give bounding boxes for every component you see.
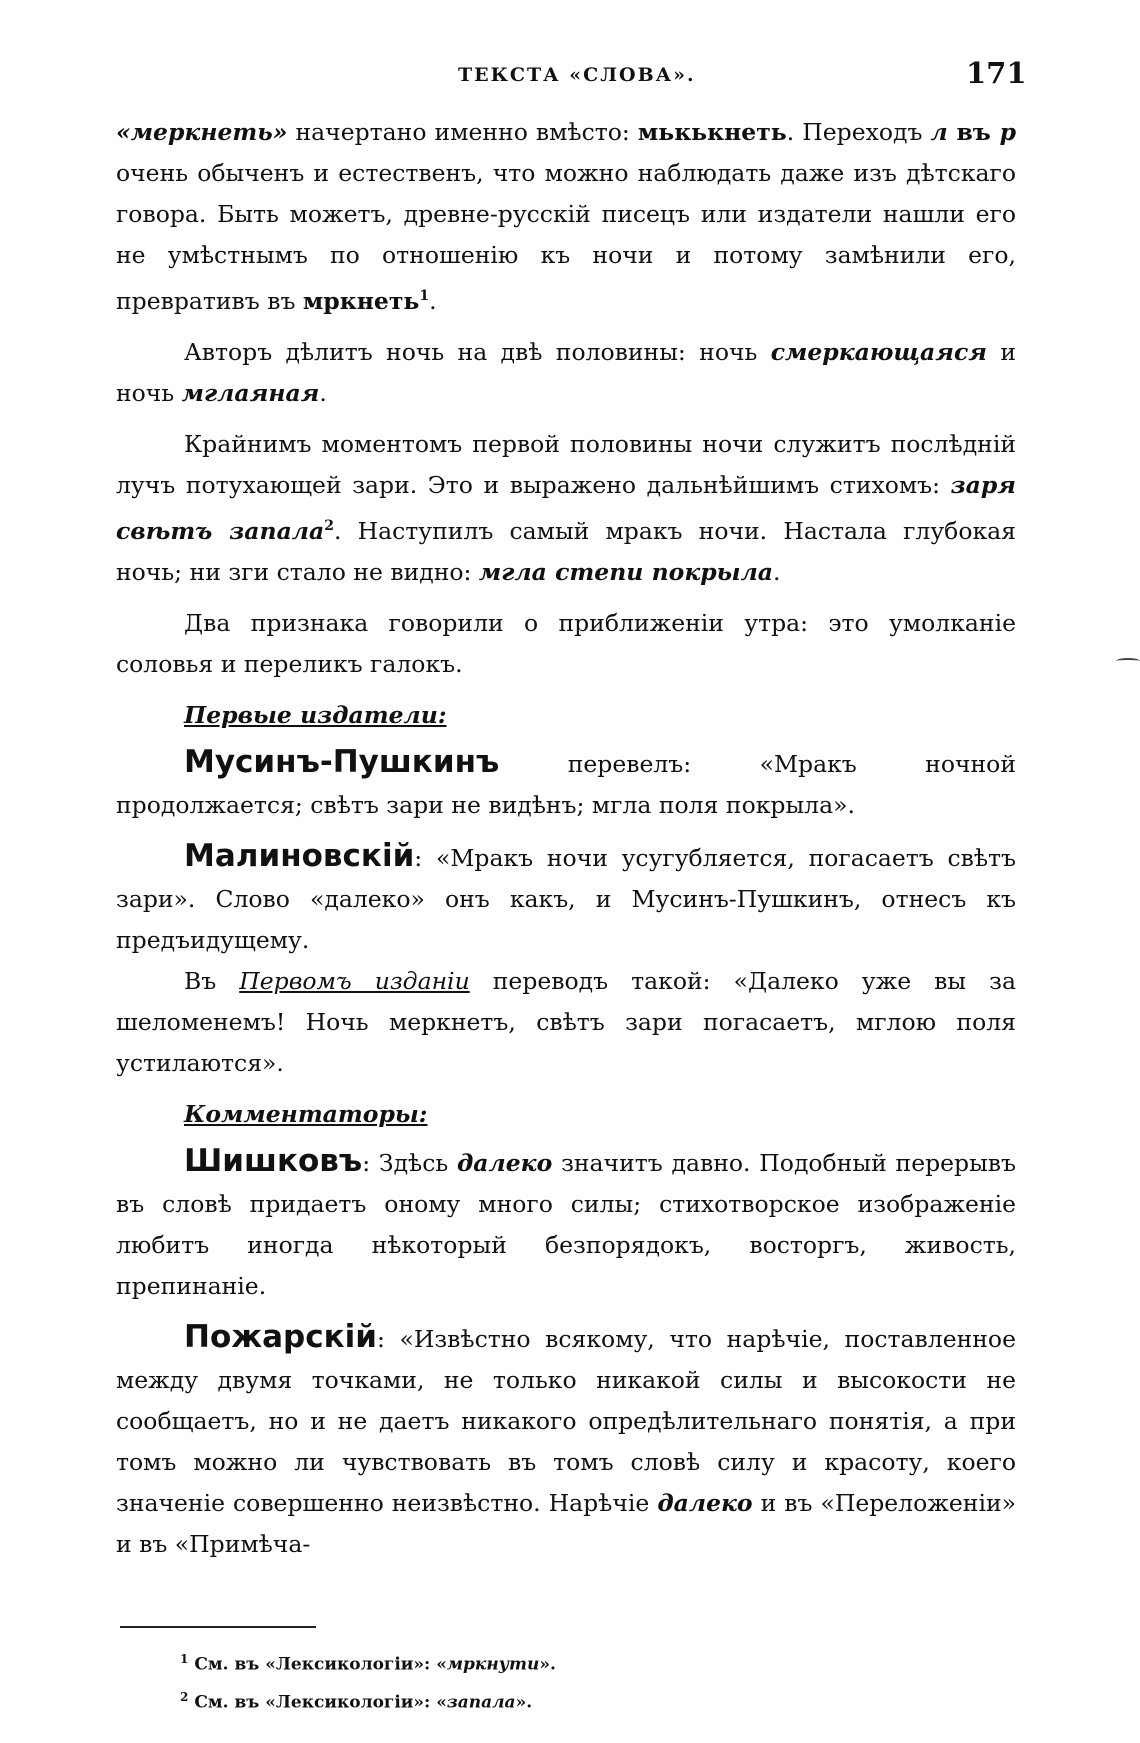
text-run: Крайнимъ моментомъ первой половины ночи служитъ послѣдній лучъ потухающей зари. Это и выражено дальнѣйшимъ стихомъ: <box>116 429 1016 499</box>
footnotes <box>180 1643 556 1718</box>
text-run: : «Мракъ ночи усугубляется, погасаетъ свѣтъ зари». Слово «далеко» онъ какъ, и Мусинъ-Пушкинъ, отнесъ къ предъидущему. <box>116 843 1016 954</box>
italic-phrase: мгла степи покрыла <box>478 557 774 586</box>
text-run: . <box>773 557 781 586</box>
italic-word: мглаяная <box>181 378 320 407</box>
letter-l: л <box>930 118 948 146</box>
running-title: ТЕКСТА «СЛОВА». <box>458 64 696 86</box>
paragraph-2 <box>116 332 1016 414</box>
footnote-divider <box>120 1626 316 1628</box>
margin-mark <box>1116 658 1140 664</box>
paragraph-shishkov <box>116 1141 1016 1307</box>
section-heading-commentators: Комментаторы: <box>184 1099 428 1128</box>
text-run: ». <box>539 1654 556 1675</box>
paragraph-musin-pushkin <box>116 742 1016 826</box>
text-run: значитъ давно. Подобный перерывъ въ словѣ придаетъ оному много силы; стихотворское изображеніе любитъ иногда нѣкоторый безпорядокъ, восторгъ, живость, препинаніе. <box>116 1148 1016 1300</box>
text-run: и въ «Переложеніи» и въ «Примѣча- <box>116 1488 1016 1558</box>
paragraph-1 <box>116 112 1016 322</box>
section-heading-first-editors: Первые издатели: <box>184 700 447 729</box>
italic-word: запала <box>446 1692 516 1713</box>
page-number: 171 <box>966 56 1027 90</box>
bold-word: мркнеть <box>302 286 420 315</box>
text-run: Въ <box>184 966 240 995</box>
text-run: Авторъ дѣлитъ ночь на двѣ половины: ночь <box>184 337 771 366</box>
text-run: перевелъ: «Мракъ ночной продолжается; свѣтъ зари не видѣнъ; мгла поля покрыла». <box>116 749 1016 819</box>
text-run: переводъ такой: «Далеко уже вы за шеломенемъ! Ночь меркнетъ, свѣтъ зари погасаетъ, мглою поля устилаются». <box>116 966 1016 1077</box>
text-run: . Наступилъ самый мракъ ночи. Настала глубокая ночь; ни зги стало не видно: <box>116 516 1017 586</box>
italic-word: смеркающаяся <box>770 337 987 366</box>
text-run: : «Извѣстно всякому, что нарѣчіе, поставленное между двумя точками, не только никакой силы и высокости не сообщаетъ, но и не даетъ никакого опредѣлительнаго понятія, а при томъ можно ли чувствовать въ томъ словѣ силу и красоту, коего значеніе совершенно неизвѣстно. Нарѣчіе <box>116 1324 1016 1517</box>
text-run: ». <box>515 1692 533 1713</box>
footnote-ref-1[interactable]: 1 <box>419 288 430 304</box>
italic-phrase: Первомъ изданіи <box>239 966 470 995</box>
text-run: См. въ «Лексикологіи»: « <box>194 1654 447 1675</box>
author-name: Пожарскій <box>184 1318 377 1355</box>
text-run: . <box>429 286 437 315</box>
paragraph-pozharsky <box>116 1317 1016 1565</box>
paragraph-3 <box>116 424 1016 593</box>
footnote-ref-2[interactable]: 2 <box>324 517 334 534</box>
italic-word: далеко <box>456 1148 553 1177</box>
italic-word: далеко <box>657 1488 753 1517</box>
italic-phrase: заря свѣтъ запала <box>116 470 1016 545</box>
letter-r: р <box>999 118 1016 146</box>
italic-word: мркнути <box>446 1654 540 1675</box>
paragraph-4: Два признака говорили о приближеніи утра: это умолканіе соловья и переликъ галокъ. <box>116 608 1016 678</box>
text-run: и ночь <box>116 337 1016 407</box>
footnote-1 <box>180 1643 556 1681</box>
running-header <box>0 56 1140 96</box>
paragraph-first-edition <box>116 961 1016 1084</box>
bold-word: мькькнеть <box>637 118 787 146</box>
text-run: очень обыченъ и естественъ, что можно наблюдать даже изъ дѣтскаго говора. Быть можетъ, древне-русскій писецъ или издатели нашли его не умѣстнымъ по отношенію къ ночи и потому замѣнили его, превративъ въ <box>116 159 1016 315</box>
text-run: См. въ «Лексикологіи»: « <box>194 1692 447 1713</box>
footnote-2 <box>180 1681 556 1719</box>
text-run: начертано именно вмѣсто: <box>287 118 638 146</box>
paragraph-malinovsky <box>116 836 1016 961</box>
author-name: Шишковъ <box>184 1142 363 1179</box>
text-run: . Переходъ <box>786 118 931 146</box>
author-name: Малиновскій <box>184 837 415 874</box>
text-run: въ <box>947 118 1000 146</box>
footnote-mark: 1 <box>180 1652 189 1666</box>
text-run: . <box>319 378 327 407</box>
author-name: Мусинъ-Пушкинъ <box>184 743 500 780</box>
text-run: : Здѣсь <box>362 1148 457 1177</box>
footnote-mark: 2 <box>180 1689 189 1704</box>
body-text <box>116 112 1016 1565</box>
quoted-word: «меркнеть» <box>116 118 288 146</box>
